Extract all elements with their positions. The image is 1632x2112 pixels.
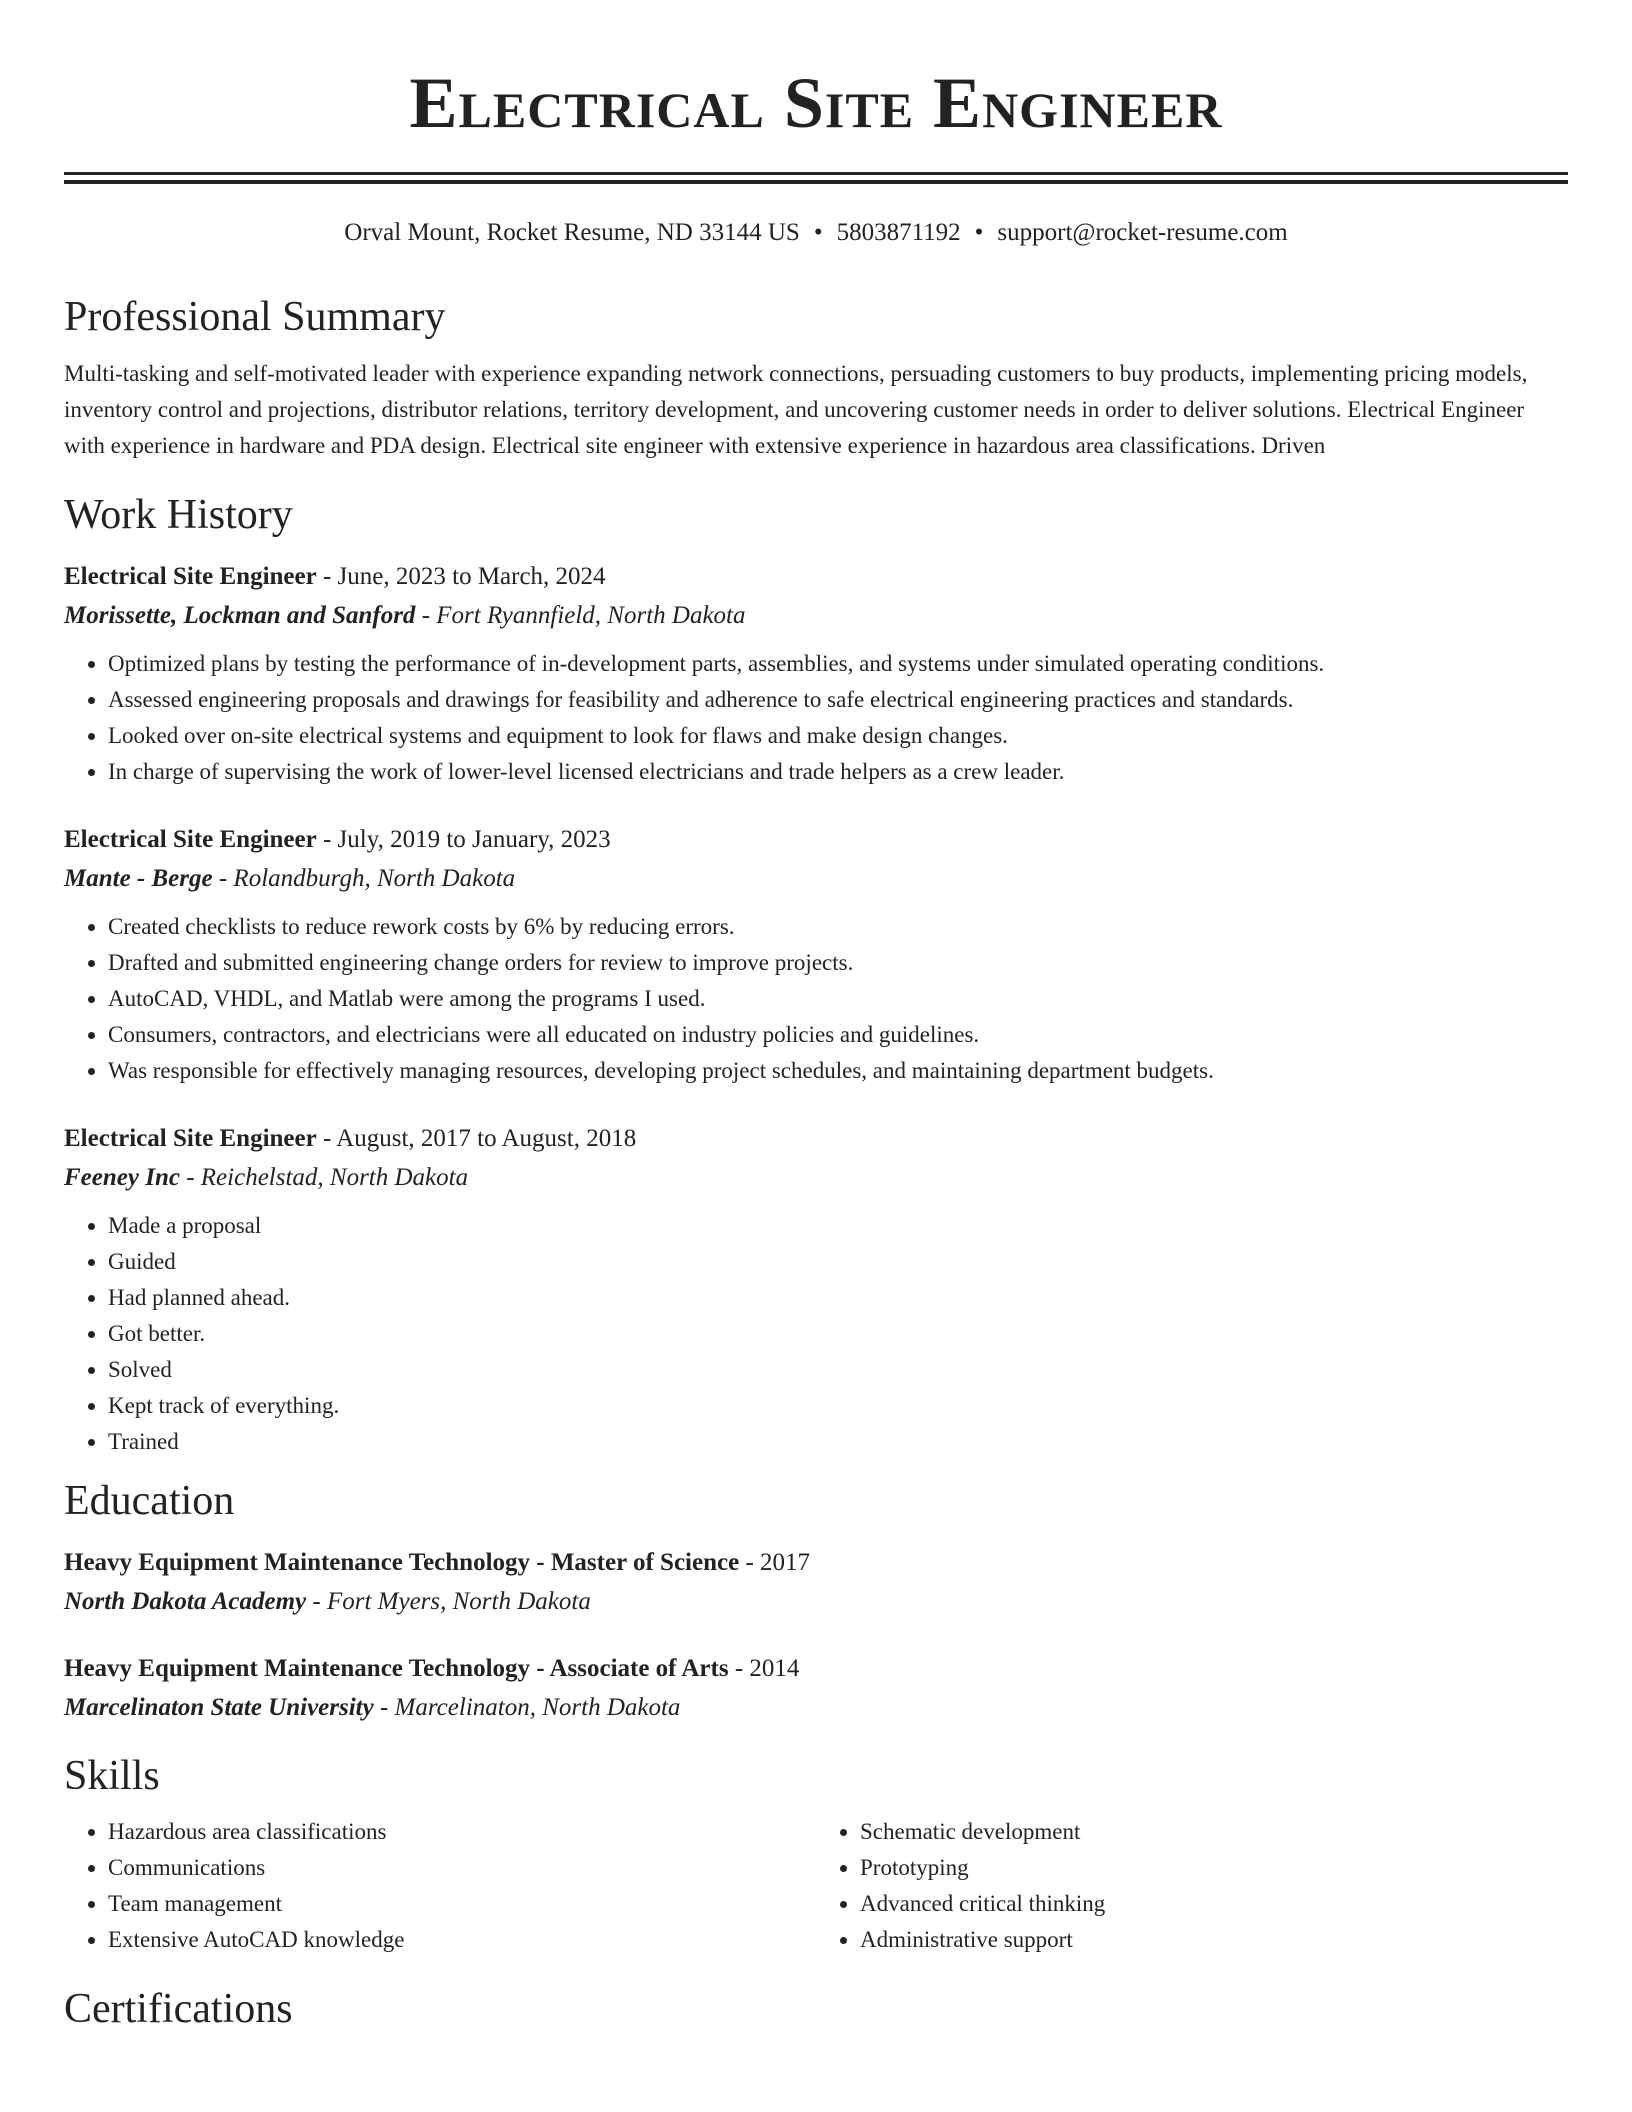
job-company-line	[64, 862, 1568, 896]
job-dates: - July, 2019 to January, 2023	[316, 826, 611, 853]
job-location: - Fort Ryannfield, North Dakota	[415, 602, 746, 629]
skill-item: • Communications	[108, 1850, 816, 1886]
education-school: North Dakota Academy	[64, 1588, 307, 1615]
skill-item: • Advanced critical thinking	[860, 1886, 1568, 1922]
education-location: - Marcelinaton, North Dakota	[373, 1694, 681, 1721]
education-degree: Heavy Equipment Maintenance Technology - Associate of Arts	[64, 1655, 729, 1682]
job-title-line	[64, 560, 1568, 594]
job-bullet: • Trained	[108, 1424, 1568, 1460]
contact-address: Orval Mount, Rocket Resume, ND 33144 US	[344, 219, 800, 246]
skills-heading: Skills	[64, 1753, 160, 1799]
job-title-line	[64, 823, 1568, 857]
resume-title: Electrical Site Engineer	[409, 63, 1223, 143]
skill-item: • Schematic development	[860, 1814, 1568, 1850]
job-bullet: • Optimized plans by testing the performance of in-development parts, assemblies, and systems under simulated operating conditions.	[108, 646, 1568, 682]
job-bullet: • Solved	[108, 1352, 1568, 1388]
title-double-rule	[64, 172, 1568, 184]
job-bullets	[64, 909, 1568, 1089]
contact-separator: •	[813, 219, 823, 246]
job-bullet: • Made a proposal	[108, 1208, 1568, 1244]
job-entry	[64, 823, 1568, 1089]
job-bullet: • In charge of supervising the work of lower-level licensed electricians and trade helpers as a crew leader.	[108, 754, 1568, 790]
skill-item: • Administrative support	[860, 1922, 1568, 1958]
education-entry	[64, 1652, 1568, 1725]
job-title: Electrical Site Engineer	[64, 1125, 317, 1152]
summary-heading: Professional Summary	[64, 294, 446, 340]
education-year: - 2017	[739, 1549, 811, 1576]
work-history-heading: Work History	[64, 492, 293, 538]
job-entry	[64, 560, 1568, 790]
job-bullet: • Got better.	[108, 1316, 1568, 1352]
skill-item: • Prototyping	[860, 1850, 1568, 1886]
job-bullet: • Created checklists to reduce rework costs by 6% by reducing errors.	[108, 909, 1568, 945]
job-bullet: • Consumers, contractors, and electricians were all educated on industry policies and guidelines.	[108, 1017, 1568, 1053]
job-location: - Reichelstad, North Dakota	[179, 1164, 469, 1191]
job-bullet: • Assessed engineering proposals and drawings for feasibility and adherence to safe electrical engineering practices and standards.	[108, 682, 1568, 718]
job-title-line	[64, 1122, 1568, 1156]
job-dates: - June, 2023 to March, 2024	[316, 563, 606, 590]
job-company-line	[64, 599, 1568, 633]
job-entry	[64, 1122, 1568, 1460]
education-location: - Fort Myers, North Dakota	[306, 1588, 591, 1615]
job-title: Electrical Site Engineer	[64, 826, 317, 853]
education-heading: Education	[64, 1478, 235, 1524]
job-location: - Rolandburgh, North Dakota	[212, 865, 516, 892]
job-company-line	[64, 1161, 1568, 1195]
education-school-line	[64, 1691, 1568, 1725]
job-bullet: • Looked over on-site electrical systems and equipment to look for flaws and make design changes.	[108, 718, 1568, 754]
education-entry	[64, 1546, 1568, 1619]
skill-item: • Team management	[108, 1886, 816, 1922]
job-bullet: • AutoCAD, VHDL, and Matlab were among the programs I used.	[108, 981, 1568, 1017]
job-company: Mante - Berge	[64, 865, 213, 892]
skills-column-left	[64, 1814, 816, 1958]
skills-column-right	[816, 1814, 1568, 1958]
education-year: - 2014	[728, 1655, 800, 1682]
education-degree: Heavy Equipment Maintenance Technology - Master of Science	[64, 1549, 740, 1576]
contact-separator: •	[974, 219, 984, 246]
education-section	[64, 1476, 1568, 1725]
job-company: Morissette, Lockman and Sanford	[64, 602, 416, 629]
skills-grid	[64, 1814, 1568, 1958]
contact-phone: 5803871192	[836, 219, 961, 246]
job-dates: - August, 2017 to August, 2018	[316, 1125, 637, 1152]
job-bullet: • Guided	[108, 1244, 1568, 1280]
summary-section	[64, 292, 1568, 464]
education-degree-line	[64, 1652, 1568, 1686]
job-bullets	[64, 1208, 1568, 1460]
education-school: Marcelinaton State University	[64, 1694, 374, 1721]
job-bullet: • Kept track of everything.	[108, 1388, 1568, 1424]
skill-item: • Extensive AutoCAD knowledge	[108, 1922, 816, 1958]
job-bullet: • Had planned ahead.	[108, 1280, 1568, 1316]
education-school-line	[64, 1585, 1568, 1619]
skill-item: • Hazardous area classifications	[108, 1814, 816, 1850]
job-company: Feeney Inc	[64, 1164, 180, 1191]
certifications-section	[64, 1984, 1568, 2034]
job-bullet: • Drafted and submitted engineering change orders for review to improve projects.	[108, 945, 1568, 981]
summary-text: Multi-tasking and self-motivated leader with experience expanding network connections, persuading customers to buy products, implementing pricing models, inventory control and projections, distributor relations, territory development, and uncovering customer needs in order to deliver solutions. Electrical Engineer with experience in hardware and PDA design. Electrical site engineer with extensive experience in hazardous area classifications. Driven	[64, 361, 1528, 458]
education-degree-line	[64, 1546, 1568, 1580]
certifications-heading: Certifications	[64, 1986, 293, 2032]
job-bullets	[64, 646, 1568, 790]
resume-content	[64, 0, 1568, 2034]
contact-line	[64, 218, 1568, 248]
skills-section	[64, 1751, 1568, 1958]
job-title: Electrical Site Engineer	[64, 563, 317, 590]
work-history-section	[64, 490, 1568, 1460]
job-bullet: • Was responsible for effectively managing resources, developing project schedules, and maintaining department budgets.	[108, 1053, 1568, 1089]
contact-email: support@rocket-resume.com	[997, 219, 1288, 246]
